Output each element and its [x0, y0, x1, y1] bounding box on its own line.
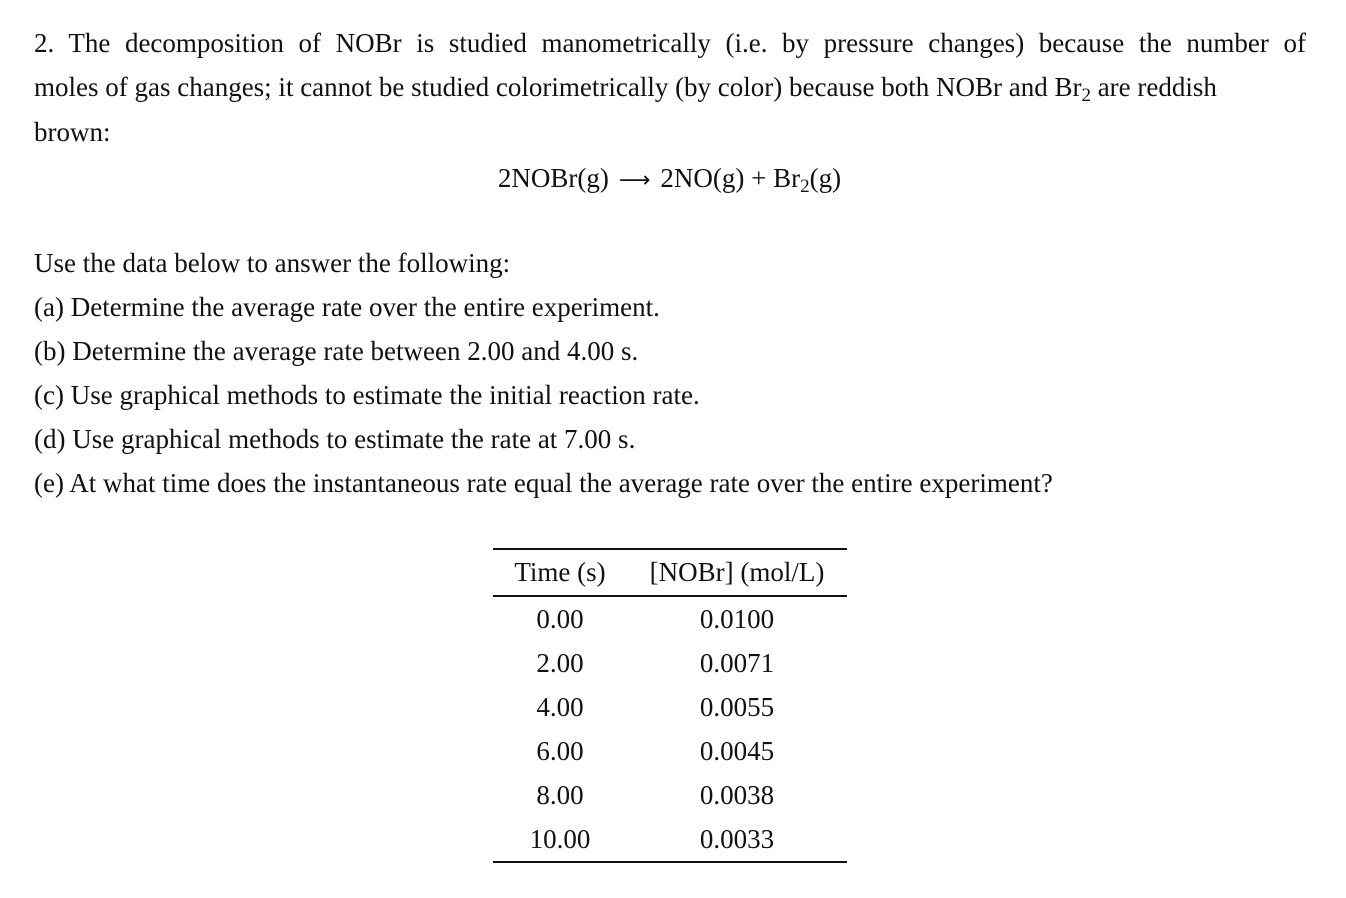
concentration-cell: 0.0100 [699, 603, 775, 634]
table-row [493, 685, 847, 729]
table-row [493, 817, 847, 862]
equation-products-state: (g) [809, 163, 842, 193]
table-row [493, 641, 847, 685]
intro-line-1: 2. The decomposition of NOBr is studied manometrically (i.e. by pressure changes) because the number of [34, 28, 1306, 58]
time-cell: 8.00 [536, 779, 584, 810]
intro-line-2-tail: are reddish [1090, 72, 1217, 102]
equation-br2-subscript: 2 [800, 176, 810, 197]
intro-line-3: brown: [34, 117, 111, 147]
data-prompt: Use the data below to answer the following: [34, 248, 511, 278]
intro-line-2-text: moles of gas changes; it cannot be studied colorimetrically (by color) because both NOBr and Br [34, 72, 1082, 102]
question-e: (e) At what time does the instantaneous rate equal the average rate over the entire experiment? [34, 468, 1053, 498]
concentration-cell: 0.0045 [699, 735, 775, 766]
header-time: Time (s) [493, 549, 627, 596]
equation-reactants: 2NOBr(g) [497, 163, 609, 193]
intro-line-2 [34, 72, 1217, 106]
concentration-cell: 0.0071 [699, 647, 775, 678]
concentration-cell: 0.0033 [627, 817, 847, 862]
table-row [493, 596, 847, 641]
question-d: (d) Use graphical methods to estimate the rate at 7.00 s. [34, 424, 636, 454]
table-row [493, 773, 847, 817]
time-cell: 10.00 [493, 817, 627, 862]
concentration-cell: 0.0055 [699, 691, 775, 722]
question-a: (a) Determine the average rate over the entire experiment. [34, 292, 660, 322]
reaction-arrow-icon: ⟶ [618, 168, 651, 193]
question-b: (b) Determine the average rate between 2.00 and 4.00 s. [34, 336, 639, 366]
header-concentration: [NOBr] (mol/L) [627, 549, 847, 596]
time-cell: 0.00 [536, 603, 584, 634]
table-row [493, 729, 847, 773]
equation-products: 2NO(g) + Br [660, 163, 801, 193]
data-table [493, 548, 847, 863]
table-header-row [493, 549, 847, 596]
time-cell: 6.00 [536, 735, 584, 766]
br2-subscript: 2 [1081, 85, 1091, 106]
time-cell: 4.00 [536, 691, 584, 722]
reaction-equation [0, 163, 1346, 197]
time-cell: 2.00 [536, 647, 584, 678]
concentration-cell: 0.0038 [699, 779, 775, 810]
question-c: (c) Use graphical methods to estimate the initial reaction rate. [34, 380, 700, 410]
